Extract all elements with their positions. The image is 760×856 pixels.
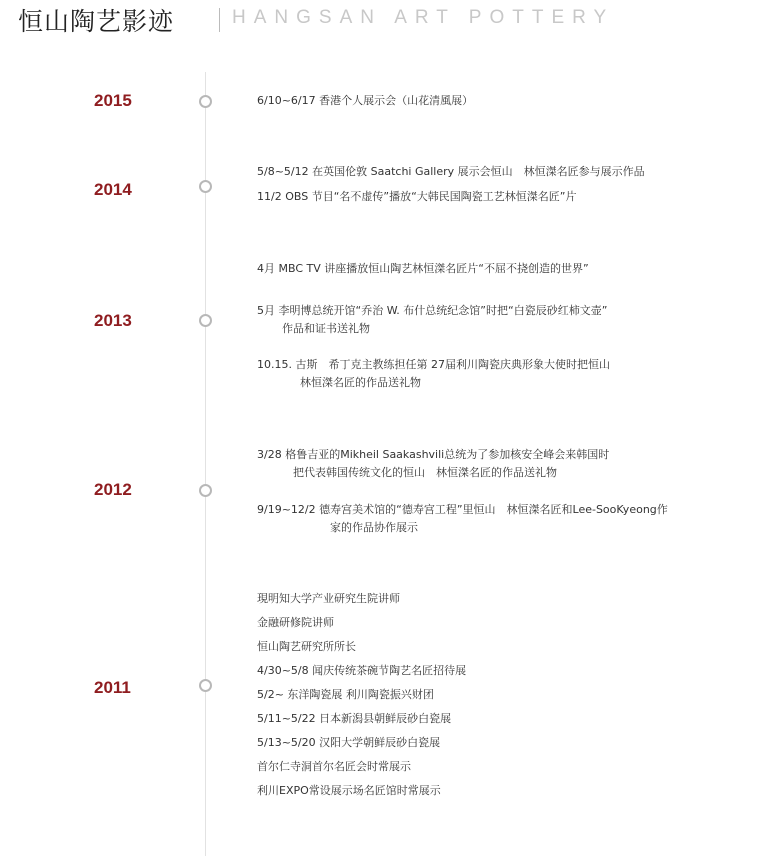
entry-text: 首尔仁寺洞首尔名匠会时常展示 bbox=[257, 760, 411, 773]
timeline-entry bbox=[257, 501, 668, 537]
year-label: 2011 bbox=[94, 678, 131, 697]
timeline-entry bbox=[257, 188, 576, 206]
entry-text: 5月 李明博总统开馆“乔治 W. 布什总统纪念馆”时把“白瓷辰砂红柿文壶” bbox=[257, 304, 608, 317]
entry-text: 10.15. 古斯 希丁克主教练担任第 27届利川陶瓷庆典形象大使时把恒山 bbox=[257, 358, 610, 371]
entry-continuation: 作品和证书送礼物 bbox=[282, 322, 370, 335]
entry-text: 5/2~ 东洋陶瓷展 利川陶瓷振兴财团 bbox=[257, 688, 434, 701]
timeline-entry bbox=[257, 686, 434, 704]
entry-text: 利川EXPO常设展示场名匠馆时常展示 bbox=[257, 784, 441, 797]
year-label: 2013 bbox=[94, 311, 132, 330]
timeline-entry bbox=[257, 590, 400, 608]
page-title: 恒山陶艺影迹 bbox=[18, 7, 175, 36]
timeline-entry bbox=[257, 710, 451, 728]
timeline-dot bbox=[199, 180, 212, 193]
timeline-entry bbox=[257, 782, 441, 800]
timeline-entry bbox=[257, 614, 334, 632]
year-label: 2012 bbox=[94, 480, 132, 499]
timeline-entry bbox=[257, 638, 356, 656]
timeline-dot bbox=[199, 679, 212, 692]
timeline-entry bbox=[257, 302, 607, 338]
entry-text: 3/28 格鲁吉亚的Mikheil Saakashvili总统为了参加核安全峰会来韩国时 bbox=[257, 448, 610, 461]
entry-continuation: 家的作品协作展示 bbox=[330, 521, 418, 534]
entry-text: 5/11~5/22 日本新潟县朝鲜辰砂白瓷展 bbox=[257, 712, 452, 725]
timeline-entry bbox=[257, 446, 609, 482]
entry-text: 4月 MBC TV 讲座播放恒山陶艺林恒滐名匠片“不屈不挠创造的世界” bbox=[257, 262, 589, 275]
timeline-entry bbox=[257, 734, 440, 752]
entry-text: 6/10~6/17 香港个人展示会（山花清風展） bbox=[257, 94, 474, 107]
entry-text: 5/8~5/12 在英国伦敦 Saatchi Gallery 展示会恒山 林恒滐名匠参与展示作品 bbox=[257, 165, 645, 178]
title-divider bbox=[219, 8, 220, 32]
page-subtitle: HANGSAN ART POTTERY bbox=[232, 7, 615, 28]
timeline-dot bbox=[199, 314, 212, 327]
timeline-entry bbox=[257, 758, 411, 776]
entry-text: 恒山陶艺研究所所长 bbox=[257, 640, 356, 653]
timeline-entry bbox=[257, 163, 645, 181]
timeline-entry bbox=[257, 356, 610, 392]
entry-text: 5/13~5/20 汉阳大学朝鲜辰砂白瓷展 bbox=[257, 736, 441, 749]
timeline-entry bbox=[257, 260, 589, 278]
year-label: 2015 bbox=[94, 91, 132, 110]
timeline-dot bbox=[199, 484, 212, 497]
entry-text: 4/30~5/8 闻庆传统茶碗节陶艺名匠招待展 bbox=[257, 664, 467, 677]
entry-continuation: 把代表韩国传统文化的恒山 林恒滐名匠的作品送礼物 bbox=[293, 466, 557, 479]
timeline-dot bbox=[199, 95, 212, 108]
entry-text: 11/2 OBS 节目“名不虚传”播放“大韩民国陶瓷工艺林恒滐名匠”片 bbox=[257, 190, 577, 203]
timeline-entry bbox=[257, 662, 466, 680]
entry-text: 9/19~12/2 德寿宫美术馆的“德寿宫工程”里恒山 林恒滐名匠和Lee-SooKyeong作 bbox=[257, 503, 668, 516]
entry-text: 現明知大学产业研究生院讲师 bbox=[257, 592, 400, 605]
year-label: 2014 bbox=[94, 180, 132, 199]
entry-text: 金融研修院讲师 bbox=[257, 616, 334, 629]
entry-continuation: 林恒滐名匠的作品送礼物 bbox=[300, 376, 421, 389]
timeline-entry bbox=[257, 92, 473, 110]
